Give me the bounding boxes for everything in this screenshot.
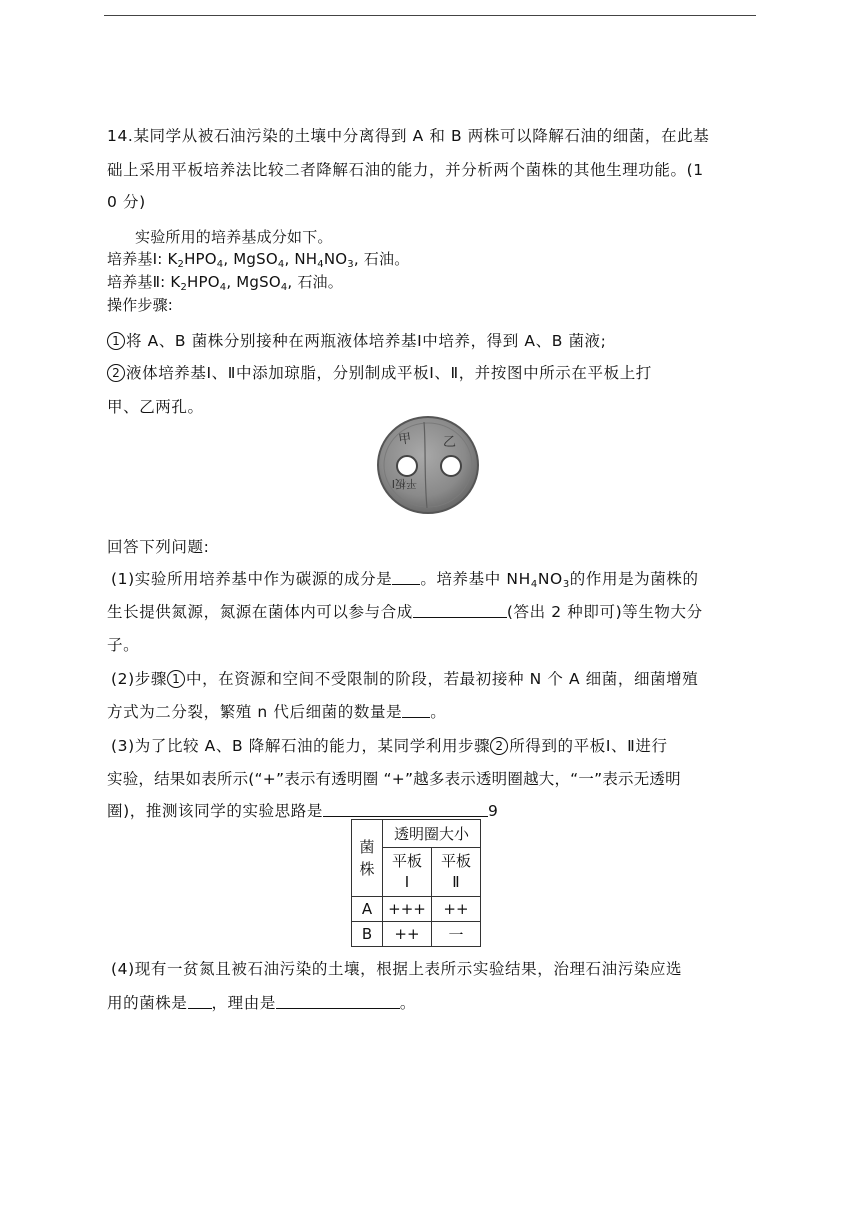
header-plate-2: 平板 Ⅱ [432,848,481,897]
medium-intro: 实验所用的培养基成分如下。 [135,228,333,246]
part-3-line-3: 圈)，推测该同学的实验思路是 9 [107,802,499,820]
part-3-line-1: (3)为了比较 A、B 降解石油的能力，某同学利用步骤 2 所得到的平板Ⅰ、Ⅱ进行 [111,737,668,755]
label-yi: 乙 [443,435,457,450]
part-2-line-2: 方式为二分裂，繁殖 n 代后细菌的数量是 。 [107,703,447,721]
cell-plate-2: ++ [432,897,481,922]
question-stem-line-3: 0 分) [107,193,146,211]
question-stem-line-1: 14.某同学从被石油污染的土壤中分离得到 A 和 B 两株可以降解石油的细菌，在此基 [107,127,710,145]
step-number-circle: 1 [167,670,185,688]
part-4-line-1: (4)现有一贫氮且被石油污染的土壤，根据上表所示实验结果，治理石油污染应选 [111,960,683,978]
part-1-line-3: 子。 [107,636,140,654]
cell-plate-1: +++ [383,897,432,922]
step-2-continued: 甲、乙两孔。 [107,398,204,416]
cell-strain: A [352,897,383,922]
cell-plate-2: 一 [432,922,481,947]
answer-label: 回答下列问题: [107,538,210,556]
plate-label: 平板Ⅰ [391,477,417,490]
cell-strain: B [352,922,383,947]
step-2: 2 液体培养基Ⅰ、Ⅱ中添加琼脂，分别制成平板Ⅰ、Ⅱ，并按图中所示在平板上打 [107,361,652,383]
step-number-circle: 2 [107,364,125,382]
petri-plate-image [377,416,479,514]
label-jia: 甲 [397,431,413,448]
header-strain: 菌 株 [352,820,383,897]
table-row [352,922,481,947]
header-rule [104,15,756,16]
part-3-line-2: 实验，结果如表所示(“+”表示有透明圈 “+”越多表示透明圈越大，“一”表示无透明 [107,770,681,788]
steps-label: 操作步骤: [107,296,174,314]
step-1: 1 将 A、B 菌株分别接种在两瓶液体培养基Ⅰ中培养，得到 A、B 菌液; [107,329,606,351]
answer-blank[interactable] [276,994,400,1009]
results-table [351,819,481,947]
part-4-line-2: 用的菌株是 ，理由是 。 [107,994,417,1012]
header-clear-zone-size: 透明圈大小 [383,820,481,848]
header-plate-1: 平板 Ⅰ [383,848,432,897]
step-number-circle: 1 [107,332,125,350]
part-1-line-2: 生长提供氮源，氮源在菌体内可以参与合成 (答出 2 种即可)等生物大分 [107,603,703,621]
answer-blank[interactable] [402,703,430,718]
answer-blank[interactable] [392,570,420,585]
table-row [352,897,481,922]
answer-blank[interactable] [188,994,212,1009]
medium-2-composition: 培养基Ⅱ: $K_2HPO_4$, MgSO$_4$, 石油。 [107,273,343,293]
medium-1-composition: 培养基Ⅰ: $K_2HPO_4$, MgSO$_4$, $NH_4NO_3$, 石油。 [107,250,410,270]
cell-plate-1: ++ [383,922,432,947]
part-1-line-1: (1)实验所用培养基中作为碳源的成分是 。培养基中 $NH_4NO_3$的作用是为菌株的 [111,570,699,590]
question-stem-line-2: 础上采用平板培养法比较二者降解石油的能力，并分析两个菌株的其他生理功能。(1 [107,161,704,179]
hole-jia [397,456,417,476]
answer-blank[interactable] [413,603,507,618]
step-number-circle: 2 [490,737,508,755]
answer-blank[interactable] [323,802,488,817]
part-2-line-1: (2)步骤 1 中，在资源和空间不受限制的阶段，若最初接种 N 个 A 细菌，细菌增殖 [111,670,699,688]
hole-yi [441,456,461,476]
